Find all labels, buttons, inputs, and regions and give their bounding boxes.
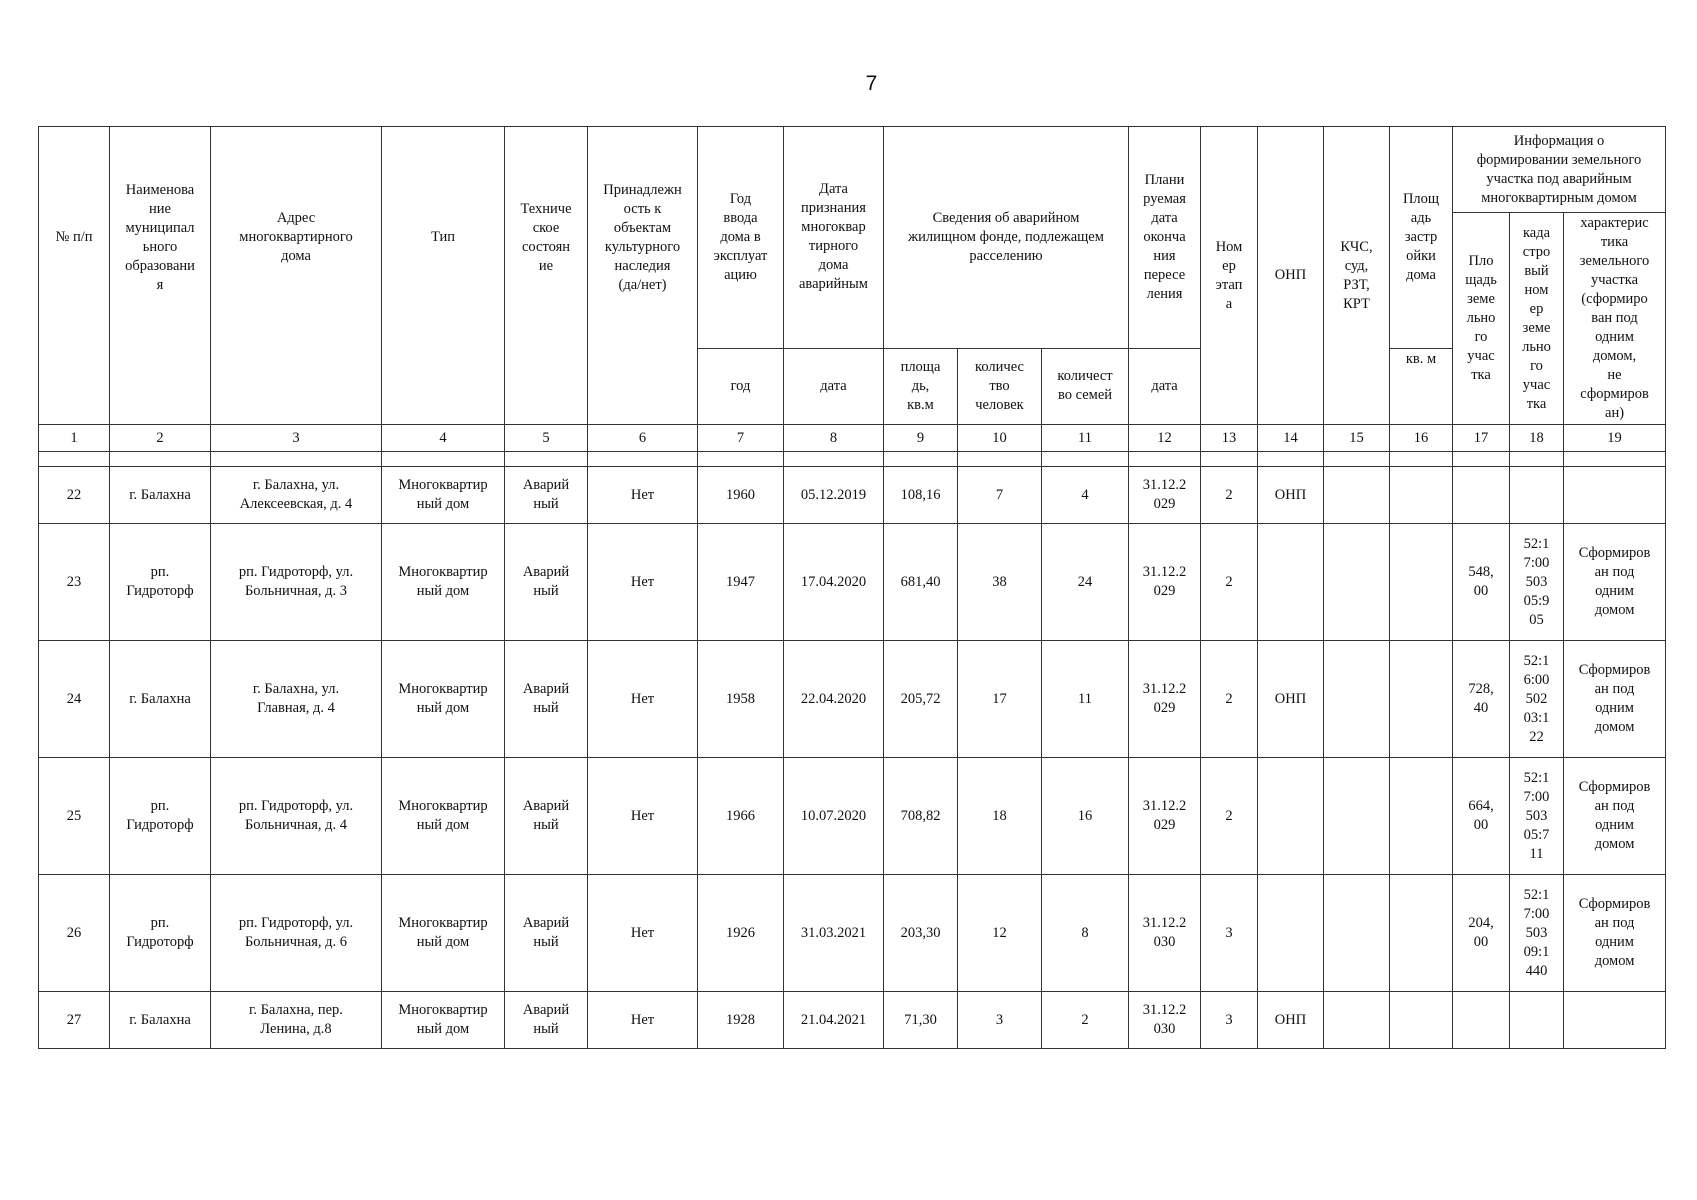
cell-stage: 3 — [1201, 992, 1258, 1049]
cell-year: 1947 — [698, 524, 784, 641]
cell-plan-date: 31.12.2 030 — [1129, 875, 1201, 992]
cell-year: 1958 — [698, 641, 784, 758]
cell-families: 8 — [1042, 875, 1129, 992]
cell-state: Аварий ный — [505, 992, 588, 1049]
cell-heritage: Нет — [588, 524, 698, 641]
cell-year: 1960 — [698, 467, 784, 524]
subheader-cell-date: дата — [784, 348, 884, 424]
column-number: 11 — [1042, 425, 1129, 452]
cell-addr: рп. Гидроторф, ул. Больничная, д. 4 — [211, 758, 382, 875]
cell-kchs — [1324, 641, 1390, 758]
cell-area: 205,72 — [884, 641, 958, 758]
cell-date: 31.03.2021 — [784, 875, 884, 992]
table-row — [39, 875, 1666, 992]
header-cell-technical-state: Техниче ское состоян ие — [505, 127, 588, 349]
column-number: 10 — [958, 425, 1042, 452]
cell-stage: 2 — [1201, 467, 1258, 524]
cell-families: 24 — [1042, 524, 1129, 641]
header-cell-number: № п/п — [39, 127, 110, 349]
cell-cadastral: 52:1 7:00 503 09:1 440 — [1510, 875, 1564, 992]
cell-build-area — [1390, 758, 1453, 875]
column-number: 6 — [588, 425, 698, 452]
cell-kchs — [1324, 524, 1390, 641]
cell-stage: 2 — [1201, 524, 1258, 641]
cell-people: 12 — [958, 875, 1042, 992]
column-number: 5 — [505, 425, 588, 452]
cell-mun: рп. Гидроторф — [110, 875, 211, 992]
cell-addr: г. Балахна, ул. Главная, д. 4 — [211, 641, 382, 758]
cell-cadastral — [1510, 992, 1564, 1049]
column-number: 12 — [1129, 425, 1201, 452]
table-body — [39, 467, 1666, 1049]
cell-addr: г. Балахна, ул. Алексеевская, д. 4 — [211, 467, 382, 524]
cell-land-char — [1564, 992, 1666, 1049]
cell-onp: ОНП — [1258, 467, 1324, 524]
cell-plan-date: 31.12.2 029 — [1129, 758, 1201, 875]
cell-state: Аварий ный — [505, 875, 588, 992]
cell-date: 10.07.2020 — [784, 758, 884, 875]
header-cell-planned-date: Плани руемая дата оконча ния пересе ления — [1129, 127, 1201, 349]
cell-families: 4 — [1042, 467, 1129, 524]
column-number: 16 — [1390, 425, 1453, 452]
cell-mun: г. Балахна — [110, 641, 211, 758]
cell-type: Многоквартир ный дом — [382, 758, 505, 875]
cell-onp — [1258, 875, 1324, 992]
cell-mun: г. Балахна — [110, 992, 211, 1049]
cell-cadastral: 52:1 7:00 503 05:9 05 — [1510, 524, 1564, 641]
cell-area: 108,16 — [884, 467, 958, 524]
cell-addr: рп. Гидроторф, ул. Больничная, д. 6 — [211, 875, 382, 992]
cell-date: 05.12.2019 — [784, 467, 884, 524]
cell-area: 681,40 — [884, 524, 958, 641]
cell-land-char: Сформиров ан под одним домом — [1564, 875, 1666, 992]
table-row — [39, 467, 1666, 524]
column-number: 15 — [1324, 425, 1390, 452]
header-cell-land-info: Информация о формировании земельного участка под аварийным многоквартирным домом — [1453, 127, 1666, 213]
cell-date: 17.04.2020 — [784, 524, 884, 641]
cell-build-area — [1390, 467, 1453, 524]
cell-state: Аварий ный — [505, 641, 588, 758]
cell-addr: рп. Гидроторф, ул. Больничная, д. 3 — [211, 524, 382, 641]
cell-date: 21.04.2021 — [784, 992, 884, 1049]
cell-land-area: 728, 40 — [1453, 641, 1510, 758]
cell-stage: 2 — [1201, 641, 1258, 758]
header-cell-land-characteristic: характерис тика земельного участка (сформиро ван под одним домом, не сформиров ан) — [1564, 213, 1666, 425]
table-row — [39, 524, 1666, 641]
cell-mun: г. Балахна — [110, 467, 211, 524]
cell-cadastral: 52:1 7:00 503 05:7 11 — [1510, 758, 1564, 875]
cell-heritage: Нет — [588, 467, 698, 524]
header-cell-type: Тип — [382, 127, 505, 349]
column-number: 19 — [1564, 425, 1666, 452]
header-cell-building-area: Площ адь застр ойки дома — [1390, 127, 1453, 349]
column-number: 18 — [1510, 425, 1564, 452]
cell-people: 38 — [958, 524, 1042, 641]
column-number: 9 — [884, 425, 958, 452]
column-number: 4 — [382, 425, 505, 452]
cell-plan-date: 31.12.2 029 — [1129, 641, 1201, 758]
subheader-cell-plan-date: дата — [1129, 348, 1201, 424]
cell-mun: рп. Гидроторф — [110, 524, 211, 641]
cell-build-area — [1390, 992, 1453, 1049]
column-number: 1 — [39, 425, 110, 452]
column-number: 14 — [1258, 425, 1324, 452]
header-cell-cadastral: када стро вый ном ер земе льно го учас тка — [1510, 213, 1564, 425]
cell-land-char: Сформиров ан под одним домом — [1564, 641, 1666, 758]
cell-land-area: 548, 00 — [1453, 524, 1510, 641]
cell-area: 708,82 — [884, 758, 958, 875]
table-row — [39, 992, 1666, 1049]
cell-year: 1966 — [698, 758, 784, 875]
cell-area: 203,30 — [884, 875, 958, 992]
cell-heritage: Нет — [588, 992, 698, 1049]
cell-kchs — [1324, 875, 1390, 992]
cell-people: 7 — [958, 467, 1042, 524]
subheader-cell-people: количес тво человек — [958, 348, 1042, 424]
table-row — [39, 758, 1666, 875]
cell-cadastral — [1510, 467, 1564, 524]
cell-land-area: 664, 00 — [1453, 758, 1510, 875]
header-cell-onp: ОНП — [1258, 127, 1324, 425]
cell-year: 1928 — [698, 992, 784, 1049]
cell-date: 22.04.2020 — [784, 641, 884, 758]
cell-type: Многоквартир ный дом — [382, 992, 505, 1049]
table-header — [39, 127, 1666, 467]
header-cell-commission-year: Год ввода дома в эксплуат ацию — [698, 127, 784, 349]
cell-heritage: Нет — [588, 875, 698, 992]
cell-plan-date: 31.12.2 029 — [1129, 524, 1201, 641]
cell-n: 24 — [39, 641, 110, 758]
header-cell-emergency-date: Дата признания многоквар тирного дома аварийным — [784, 127, 884, 349]
cell-land-area — [1453, 992, 1510, 1049]
column-number: 2 — [110, 425, 211, 452]
header-cell-housing-info: Сведения об аварийном жилищном фонде, подлежащем расселению — [884, 127, 1129, 349]
cell-people: 17 — [958, 641, 1042, 758]
cell-heritage: Нет — [588, 641, 698, 758]
column-numbers-row — [39, 425, 1666, 452]
cell-plan-date: 31.12.2 030 — [1129, 992, 1201, 1049]
column-number: 17 — [1453, 425, 1510, 452]
cell-land-char: Сформиров ан под одним домом — [1564, 758, 1666, 875]
cell-land-area — [1453, 467, 1510, 524]
cell-onp: ОНП — [1258, 641, 1324, 758]
cell-state: Аварий ный — [505, 524, 588, 641]
emergency-housing-table — [38, 126, 1666, 1049]
cell-build-area — [1390, 641, 1453, 758]
cell-state: Аварий ный — [505, 758, 588, 875]
cell-kchs — [1324, 992, 1390, 1049]
page-number: 7 — [865, 72, 878, 95]
cell-type: Многоквартир ный дом — [382, 641, 505, 758]
cell-n: 23 — [39, 524, 110, 641]
header-cell-address: Адрес многоквартирного дома — [211, 127, 382, 349]
header-cell-land-area: Пло щадь земе льно го учас тка — [1453, 213, 1510, 425]
cell-families: 2 — [1042, 992, 1129, 1049]
subheader-cell-building-area-unit: кв. м — [1390, 348, 1453, 424]
cell-plan-date: 31.12.2 029 — [1129, 467, 1201, 524]
cell-type: Многоквартир ный дом — [382, 524, 505, 641]
cell-heritage: Нет — [588, 758, 698, 875]
cell-land-char — [1564, 467, 1666, 524]
cell-families: 16 — [1042, 758, 1129, 875]
cell-build-area — [1390, 875, 1453, 992]
header-cell-kchs: КЧС, суд, РЗТ, КРТ — [1324, 127, 1390, 425]
header-cell-municipality: Наименова ние муниципал ьного образовани я — [110, 127, 211, 349]
cell-people: 18 — [958, 758, 1042, 875]
cell-stage: 3 — [1201, 875, 1258, 992]
cell-type: Многоквартир ный дом — [382, 875, 505, 992]
column-number: 3 — [211, 425, 382, 452]
cell-build-area — [1390, 524, 1453, 641]
cell-cadastral: 52:1 6:00 502 03:1 22 — [1510, 641, 1564, 758]
cell-state: Аварий ный — [505, 467, 588, 524]
column-number: 13 — [1201, 425, 1258, 452]
cell-n: 27 — [39, 992, 110, 1049]
subheader-cell-families: количест во семей — [1042, 348, 1129, 424]
column-number: 7 — [698, 425, 784, 452]
cell-n: 22 — [39, 467, 110, 524]
cell-onp — [1258, 758, 1324, 875]
cell-addr: г. Балахна, пер. Ленина, д.8 — [211, 992, 382, 1049]
cell-mun: рп. Гидроторф — [110, 758, 211, 875]
subheader-cell-year: год — [698, 348, 784, 424]
header-cell-stage: Ном ер этап а — [1201, 127, 1258, 425]
cell-land-char: Сформиров ан под одним домом — [1564, 524, 1666, 641]
cell-n: 25 — [39, 758, 110, 875]
cell-stage: 2 — [1201, 758, 1258, 875]
header-cell-heritage: Принадлежн ость к объектам культурного наследия (да/нет) — [588, 127, 698, 349]
table-row — [39, 641, 1666, 758]
cell-onp — [1258, 524, 1324, 641]
cell-kchs — [1324, 467, 1390, 524]
cell-year: 1926 — [698, 875, 784, 992]
cell-people: 3 — [958, 992, 1042, 1049]
subheader-cell-area: площа дь, кв.м — [884, 348, 958, 424]
cell-type: Многоквартир ный дом — [382, 467, 505, 524]
cell-families: 11 — [1042, 641, 1129, 758]
column-number: 8 — [784, 425, 884, 452]
cell-area: 71,30 — [884, 992, 958, 1049]
cell-kchs — [1324, 758, 1390, 875]
cell-land-area: 204, 00 — [1453, 875, 1510, 992]
cell-n: 26 — [39, 875, 110, 992]
cell-onp: ОНП — [1258, 992, 1324, 1049]
